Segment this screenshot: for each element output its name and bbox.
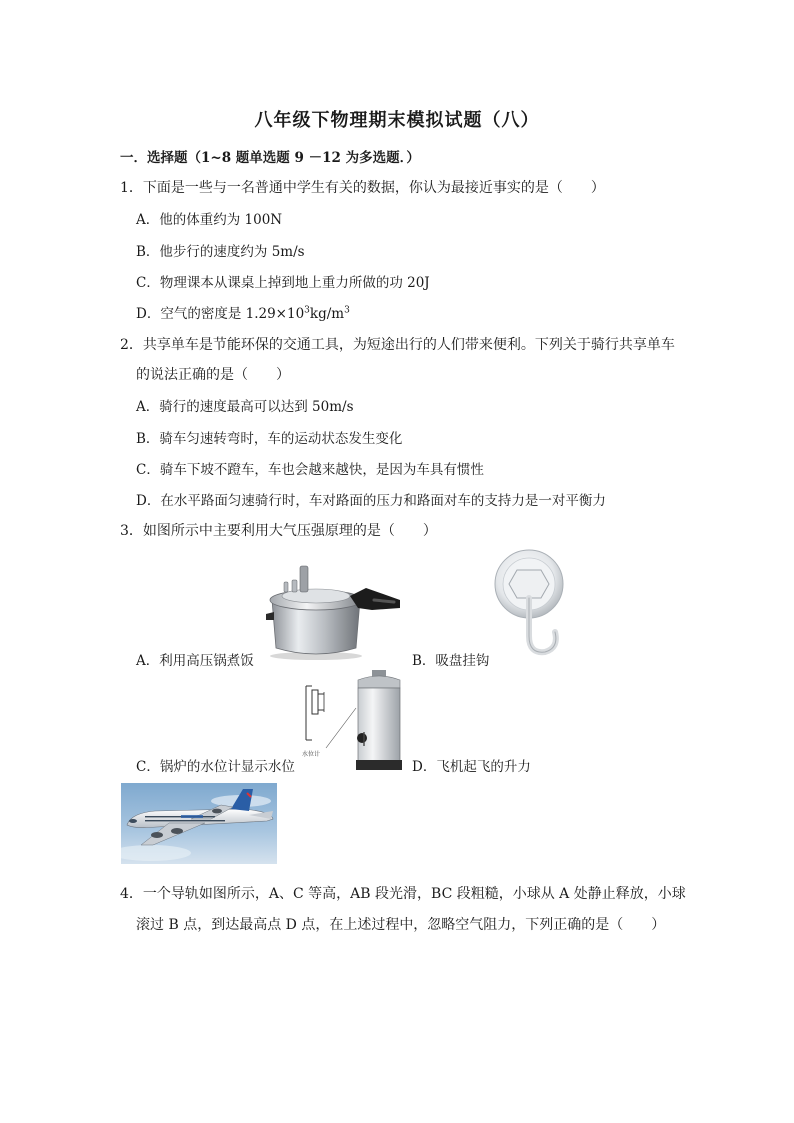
question-4-stem-line2: 滚过 B 点，到达最高点 D 点，在上述过程中，忽略空气阻力，下列正确的是（ ）: [136, 917, 666, 933]
suction-hook-image: [493, 548, 571, 660]
question-2-option-b: B．骑车匀速转弯时，车的运动状态发生变化: [136, 431, 403, 447]
question-1-option-d: D．空气的密度是 $1.29\times 10^3kg/m^3$: [136, 305, 350, 322]
boiler-water-gauge-image: [298, 668, 404, 772]
question-3-stem: 3．如图所示中主要利用大气压强原理的是（ ）: [120, 523, 437, 539]
question-1-option-a: A．他的体重约为 100N: [136, 212, 283, 228]
question-2-stem-line1: 2．共享单车是节能环保的交通工具，为短途出行的人们带来便利。下列关于骑行共享单车: [120, 337, 675, 353]
pressure-cooker-image: [262, 560, 404, 660]
boiler-gauge-label: 水位计: [302, 751, 321, 758]
question-1-stem: 1．下面是一些与一名普通中学生有关的数据，你认为最接近事实的是（ ）: [120, 180, 605, 196]
question-3-option-c: C．锅炉的水位计显示水位: [136, 759, 295, 775]
question-3-option-b: B．吸盘挂钩: [412, 653, 490, 669]
question-2-option-a: A．骑行的速度最高可以达到 50m/s: [136, 399, 354, 415]
section-heading: 一．选择题（1~8 题单选题 9 －12 为多选题．）: [120, 150, 420, 166]
question-1-option-c: C．物理课本从课桌上掉到地上重力所做的功 20J: [136, 275, 430, 291]
page-title: 八年级下物理期末模拟试题（八）: [254, 110, 540, 131]
question-4-stem-line1: 4．一个导轨如图所示，A、C 等高，AB 段光滑，BC 段粗糙，小球从 A 处静止释放，小球: [120, 886, 686, 902]
question-2-option-c: C．骑车下坡不蹬车，车也会越来越快，是因为车具有惯性: [136, 462, 484, 478]
question-3-option-d: D．飞机起飞的升力: [412, 759, 531, 775]
question-3-option-a: A．利用高压锅煮饭: [136, 653, 254, 669]
question-2-stem-line2: 的说法正确的是（ ）: [136, 367, 290, 383]
airplane-image: [121, 783, 277, 864]
question-2-option-d: D．在水平路面匀速骑行时，车对路面的压力和路面对车的支持力是一对平衡力: [136, 493, 606, 509]
question-1-option-b: B．他步行的速度约为 5m/s: [136, 244, 305, 260]
